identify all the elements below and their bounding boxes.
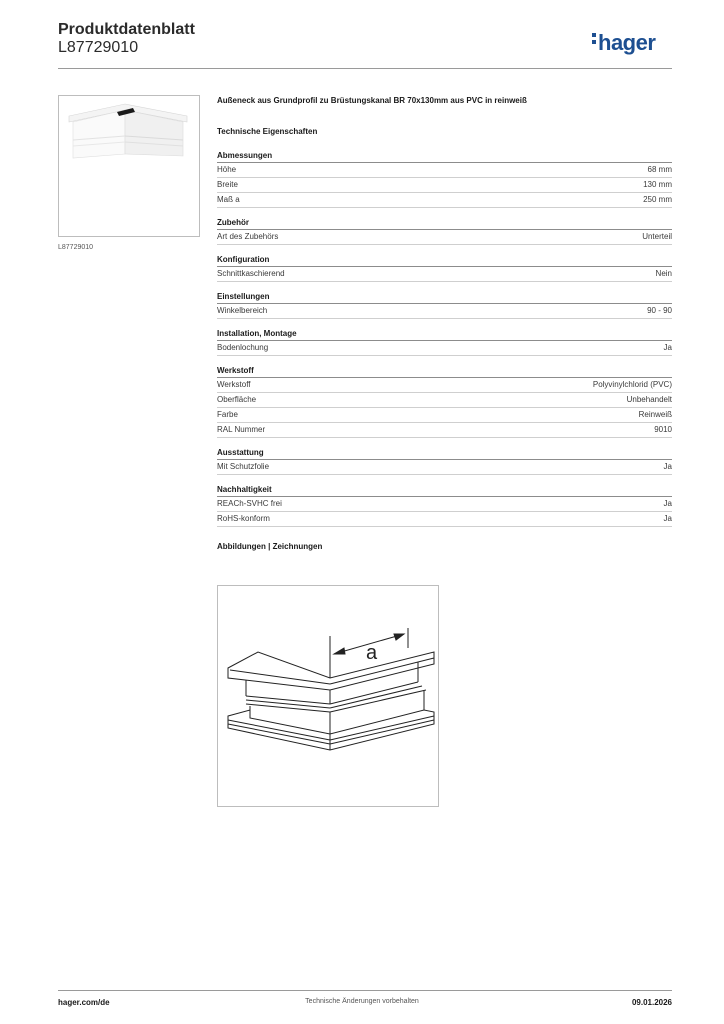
table-row bbox=[217, 408, 672, 423]
hager-logo bbox=[592, 30, 655, 56]
section-heading: Werkstoff bbox=[217, 364, 672, 378]
row-label: Farbe bbox=[217, 410, 238, 419]
row-label: RAL Nummer bbox=[217, 425, 266, 434]
logo-dots-icon bbox=[592, 33, 596, 47]
table-row bbox=[217, 193, 672, 208]
row-label: Maß a bbox=[217, 195, 240, 204]
section-heading: Konfiguration bbox=[217, 253, 672, 267]
section-einstellungen bbox=[217, 290, 672, 319]
row-value: Unbehandelt bbox=[626, 395, 672, 404]
row-label: Schnittkaschierend bbox=[217, 269, 285, 278]
table-row bbox=[217, 393, 672, 408]
section-zubehoer bbox=[217, 216, 672, 245]
row-label: Oberfläche bbox=[217, 395, 257, 404]
section-heading: Zubehör bbox=[217, 216, 672, 230]
thumbnail-caption: L87729010 bbox=[58, 244, 94, 251]
section-abmessungen bbox=[217, 149, 672, 208]
document-title: Produktdatenblatt bbox=[58, 21, 195, 38]
section-heading: Abmessungen bbox=[217, 149, 672, 163]
footer-date: 09.01.2026 bbox=[631, 998, 672, 1007]
table-row bbox=[217, 341, 672, 356]
table-row bbox=[217, 163, 672, 178]
table-row bbox=[217, 460, 672, 475]
row-value: Reinweiß bbox=[638, 410, 672, 419]
section-ausstattung bbox=[217, 446, 672, 475]
row-value: 130 mm bbox=[643, 180, 672, 189]
row-value: 9010 bbox=[654, 425, 672, 434]
section-nachhaltigkeit bbox=[217, 483, 672, 527]
section-heading: Nachhaltigkeit bbox=[217, 483, 672, 497]
footer-website[interactable]: hager.com/de bbox=[58, 998, 110, 1007]
row-value: 250 mm bbox=[643, 195, 672, 204]
tech-properties-heading: Technische Eigenschaften bbox=[217, 127, 318, 136]
footer-notice: Technische Änderungen vorbehalten bbox=[305, 998, 419, 1005]
technical-drawing bbox=[217, 585, 439, 807]
section-installation bbox=[217, 327, 672, 356]
row-label: Art des Zubehörs bbox=[217, 232, 279, 241]
footer-divider bbox=[58, 990, 672, 991]
table-row bbox=[217, 230, 672, 245]
row-label: Mit Schutzfolie bbox=[217, 462, 270, 471]
product-title: Außeneck aus Grundprofil zu Brüstungskanal BR 70x130mm aus PVC in reinweiß bbox=[217, 96, 527, 105]
section-heading: Einstellungen bbox=[217, 290, 672, 304]
product-photo-icon bbox=[59, 96, 199, 236]
row-value: Polyvinylchlorid (PVC) bbox=[592, 380, 672, 389]
table-row bbox=[217, 497, 672, 512]
row-label: Höhe bbox=[217, 165, 237, 174]
row-label: REACh-SVHC frei bbox=[217, 499, 282, 508]
row-label: RoHS-konform bbox=[217, 514, 270, 523]
article-number: L87729010 bbox=[58, 39, 139, 56]
row-value: 90 - 90 bbox=[647, 306, 672, 315]
row-value: Unterteil bbox=[642, 232, 672, 241]
logo-text: hager bbox=[598, 30, 656, 55]
table-row bbox=[217, 178, 672, 193]
product-details bbox=[217, 96, 672, 551]
section-konfiguration bbox=[217, 253, 672, 282]
table-row bbox=[217, 512, 672, 527]
images-heading: Abbildungen | Zeichnungen bbox=[217, 542, 323, 551]
row-value: Ja bbox=[663, 462, 672, 471]
row-value: Nein bbox=[655, 269, 672, 278]
row-label: Werkstoff bbox=[217, 380, 251, 389]
row-value: Ja bbox=[663, 499, 672, 508]
table-row bbox=[217, 267, 672, 282]
row-value: Ja bbox=[663, 343, 672, 352]
row-label: Winkelbereich bbox=[217, 306, 268, 315]
row-label: Bodenlochung bbox=[217, 343, 269, 352]
section-heading: Ausstattung bbox=[217, 446, 672, 460]
dimension-label: a bbox=[366, 642, 378, 664]
row-value: 68 mm bbox=[647, 165, 672, 174]
section-heading: Installation, Montage bbox=[217, 327, 672, 341]
table-row bbox=[217, 378, 672, 393]
row-label: Breite bbox=[217, 180, 238, 189]
section-werkstoff bbox=[217, 364, 672, 438]
table-row bbox=[217, 423, 672, 438]
header-divider bbox=[58, 68, 672, 69]
corner-drawing-icon bbox=[218, 586, 438, 806]
row-value: Ja bbox=[663, 514, 672, 523]
table-row bbox=[217, 304, 672, 319]
product-thumbnail bbox=[58, 95, 200, 237]
